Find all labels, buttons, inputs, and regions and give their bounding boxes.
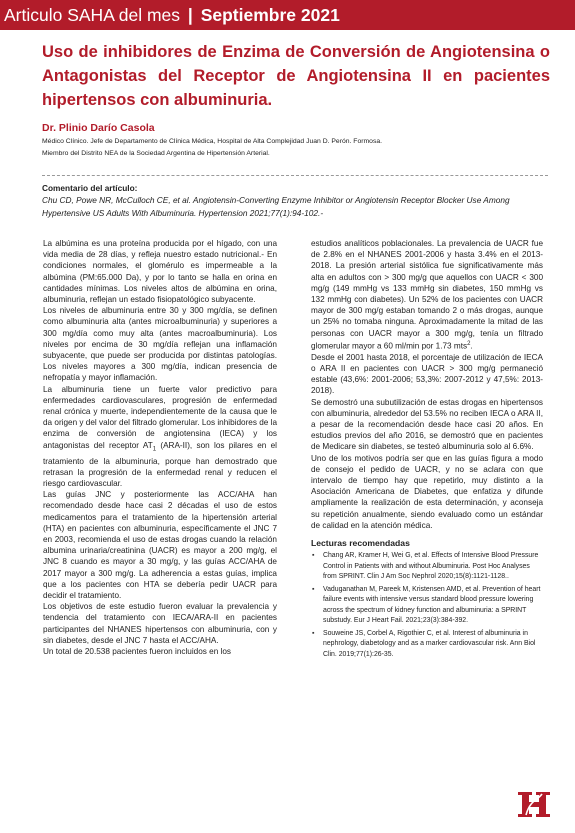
section-divider	[42, 175, 548, 176]
readings-heading: Lecturas recomendadas	[311, 538, 410, 549]
paragraph: La albuminuria tiene un fuerte valor predictivo para enfermedades cardiovasculares, progresión de enfermedad renal crónica y muerte, independientemente de la causa que le da origen y del valor del filtrado glomerular. Los inhibidores de la enzima de conversión de angiotensina (IECA) y los antagonistas del receptor $AT_1$ (ARA-II), son los pilares en el tratamiento de la albuminuria, porque han demostrado que retrasan la progresión de la enfermedad renal y reducen el riesgo cardiovascular.	[43, 384, 277, 488]
banner-separator: |	[187, 5, 193, 25]
right-column	[311, 238, 543, 662]
banner-month: Septiembre 2021	[200, 5, 340, 25]
paragraph: Uno de los motivos podría ser que en las guías figura a modo de consejo el pedido de UACR, y no se aclara con que intervalo de tiempo hay que repetirlo, muy distinto a la Asociación Americana de Diabetes, que enfatiza y difunde ampliamente la realización de esta determinación, y aconseja su repetición anualmente, siendo evaluado como un estándar de calidad en la atención médica.	[311, 453, 543, 530]
comment-heading: Comentario del artículo:	[42, 183, 138, 193]
list-item: ▪ Souweine JS, Corbel A, Rigothier C, et al. Interest of albuminuria in nephrology, diabetology and as a marker cardiovascular risk. Ann Biol Clin. 2019;77(1):26-35.	[311, 629, 543, 661]
author-name: Dr. Plinio Darío Casola	[42, 122, 155, 134]
paragraph: Se demostró una subutilización de estas drogas en hipertensos con albuminuria, alrededor del 53.5% no reciben IECA o ARA II, a pesar de la recomendación desde hace casi 20 años. En estudios previos del año 2016, se demostró que en pacientes de Medicare sin diabetes, se testeó albuminuria solo al 6.6%.	[311, 397, 543, 452]
author-affiliation: Médico Clínico. Jefe de Departamento de Clínica Médica, Hospital de Alta Complejidad Juan D. Perón. Formosa.	[42, 138, 383, 145]
paragraph: La albúmina es una proteína producida por el hígado, con una vida media de 28 días, y refleja nuestro estado nutricional.- En condiciones normales, el glomérulo es impermeable a la albúmina (PM:65.000 Da), y por lo tanto se halla en orina en cantidades mínimas. Los niveles altos de albúmina en orina, albuminuria, reflejan un estado fisiopatológico subyacente.	[43, 239, 277, 305]
paragraph: Un total de 20.538 pacientes fueron incluidos en los	[43, 646, 231, 656]
banner-label: Articulo SAHA del mes	[4, 5, 181, 25]
paragraph: estudios analíticos poblacionales. La prevalencia de UACR fue de 2.8% en el NHANES 2001-2006 y hasta 3.4% en el 2013-2018. La presión arterial sistólica fue significativamente más alta en adultos con > 300 mg/g que aquellos con UACR < 300 mg/g (149 mmHg vs 133 mmHg sin diabetes, 150 mmHg vs 132 mmHg con diabetes). Un 52% de los pacientes con UACR mayor de 300 mg/g estaban tomando 2 o más drogas, aunque un 25% no tomaba ninguna. Aproximadamente la mitad de las personas con UACR mayor a 300 mg/g, tenía un filtrado glomerular mayor a 60 ml/min por 1.73 mts$^2$.	[311, 239, 543, 351]
paragraph: Desde el 2001 hasta 2018, el porcentaje de utilización de IECA o ARA II en pacientes con UACR > 300 mg/g permaneció estable (43,6%: 2001-2006; 53,3%: 2007-2012 y 47,5%: 2013-2018).	[311, 352, 543, 396]
left-column	[43, 238, 277, 657]
section-banner	[0, 0, 575, 30]
paragraph: Los objetivos de este estudio fueron evaluar la prevalencia y tendencia del tratamiento con IECA/ARA-II en pacientes participantes del NHANES hipertensos con albuminuria, con y sin diabetes, desde el JNC 7 hasta el ACC/AHA.	[43, 602, 277, 645]
comment-citation: Chu CD, Powe NR, McCulloch CE, et al. Angiotensin-Converting Enzyme Inhibitor or Angiotensin Receptor Blocker Use Among Hypertensive US Adults With Albuminuria. Hypertension 2021;77(1):94-102.-	[42, 195, 510, 219]
article-title: Uso de inhibidores de Enzima de Conversión de Angiotensina o Antagonistas del Receptor de Angiotensina II en pacientes hipertensos con albuminuria.	[42, 43, 550, 109]
readings-list	[311, 551, 543, 660]
list-item: ▪ Vaduganathan M, Pareek M, Kristensen AMD, et al. Prevention of heart failure events with intensive versus standard blood pressure lowering across the spectrum of kidney function and albuminuria: a SPRINT substudy. Eur J Heart Fail. 2021;23(3):384-392.	[311, 585, 543, 627]
author-membership: Miembro del Distrito NEA de la Sociedad Argentina de Hipertensión Arterial.	[42, 150, 270, 157]
paragraph: Las guías JNC y posteriormente las ACC/AHA han recomendado desde hace casi 2 décadas el uso de estos medicamentos para el tratamiento de la hipertensión arterial (HTA) en pacientes con albuminuria, específicamente el JNC 7 en 2003, recomienda el uso de estas drogas cuando la relación albumina urinaria/creatinina (UACR) es mayor a 200 mg/g, el JNC 8 cuando es mayor a 30 mg/g, y las guías ACC/AHA de 2017 mayor a 300 mg/g. La adherencia a estas guías, implica que a los pacientes con HTA se debería pedir UACR para decidir el tratamiento.	[43, 490, 277, 600]
paragraph: Los niveles de albuminuria entre 30 y 300 mg/día, se definen como albuminuria alta (antes microalbuminuria) y superiores a 300 mg/día como muy alta (antes macroalbuminuria). Los niveles por encima de 30 mg/día reflejan una inflamación subyacente, que puede ser producida por distintas patologías. Los niveles mayores a 300 mg/día, indican presencia de nefropatía y mayor inflamación.	[43, 306, 277, 383]
list-item: ▪ Chang AR, Kramer H, Wei G, et al. Effects of Intensive Blood Pressure Control in Patients with and without Albuminuria. Post Hoc Analyses from SPRINT. Clin J Am Soc Nephrol 2020;15(8):1121-1128..	[311, 551, 543, 583]
saha-h-logo-icon	[517, 788, 551, 820]
